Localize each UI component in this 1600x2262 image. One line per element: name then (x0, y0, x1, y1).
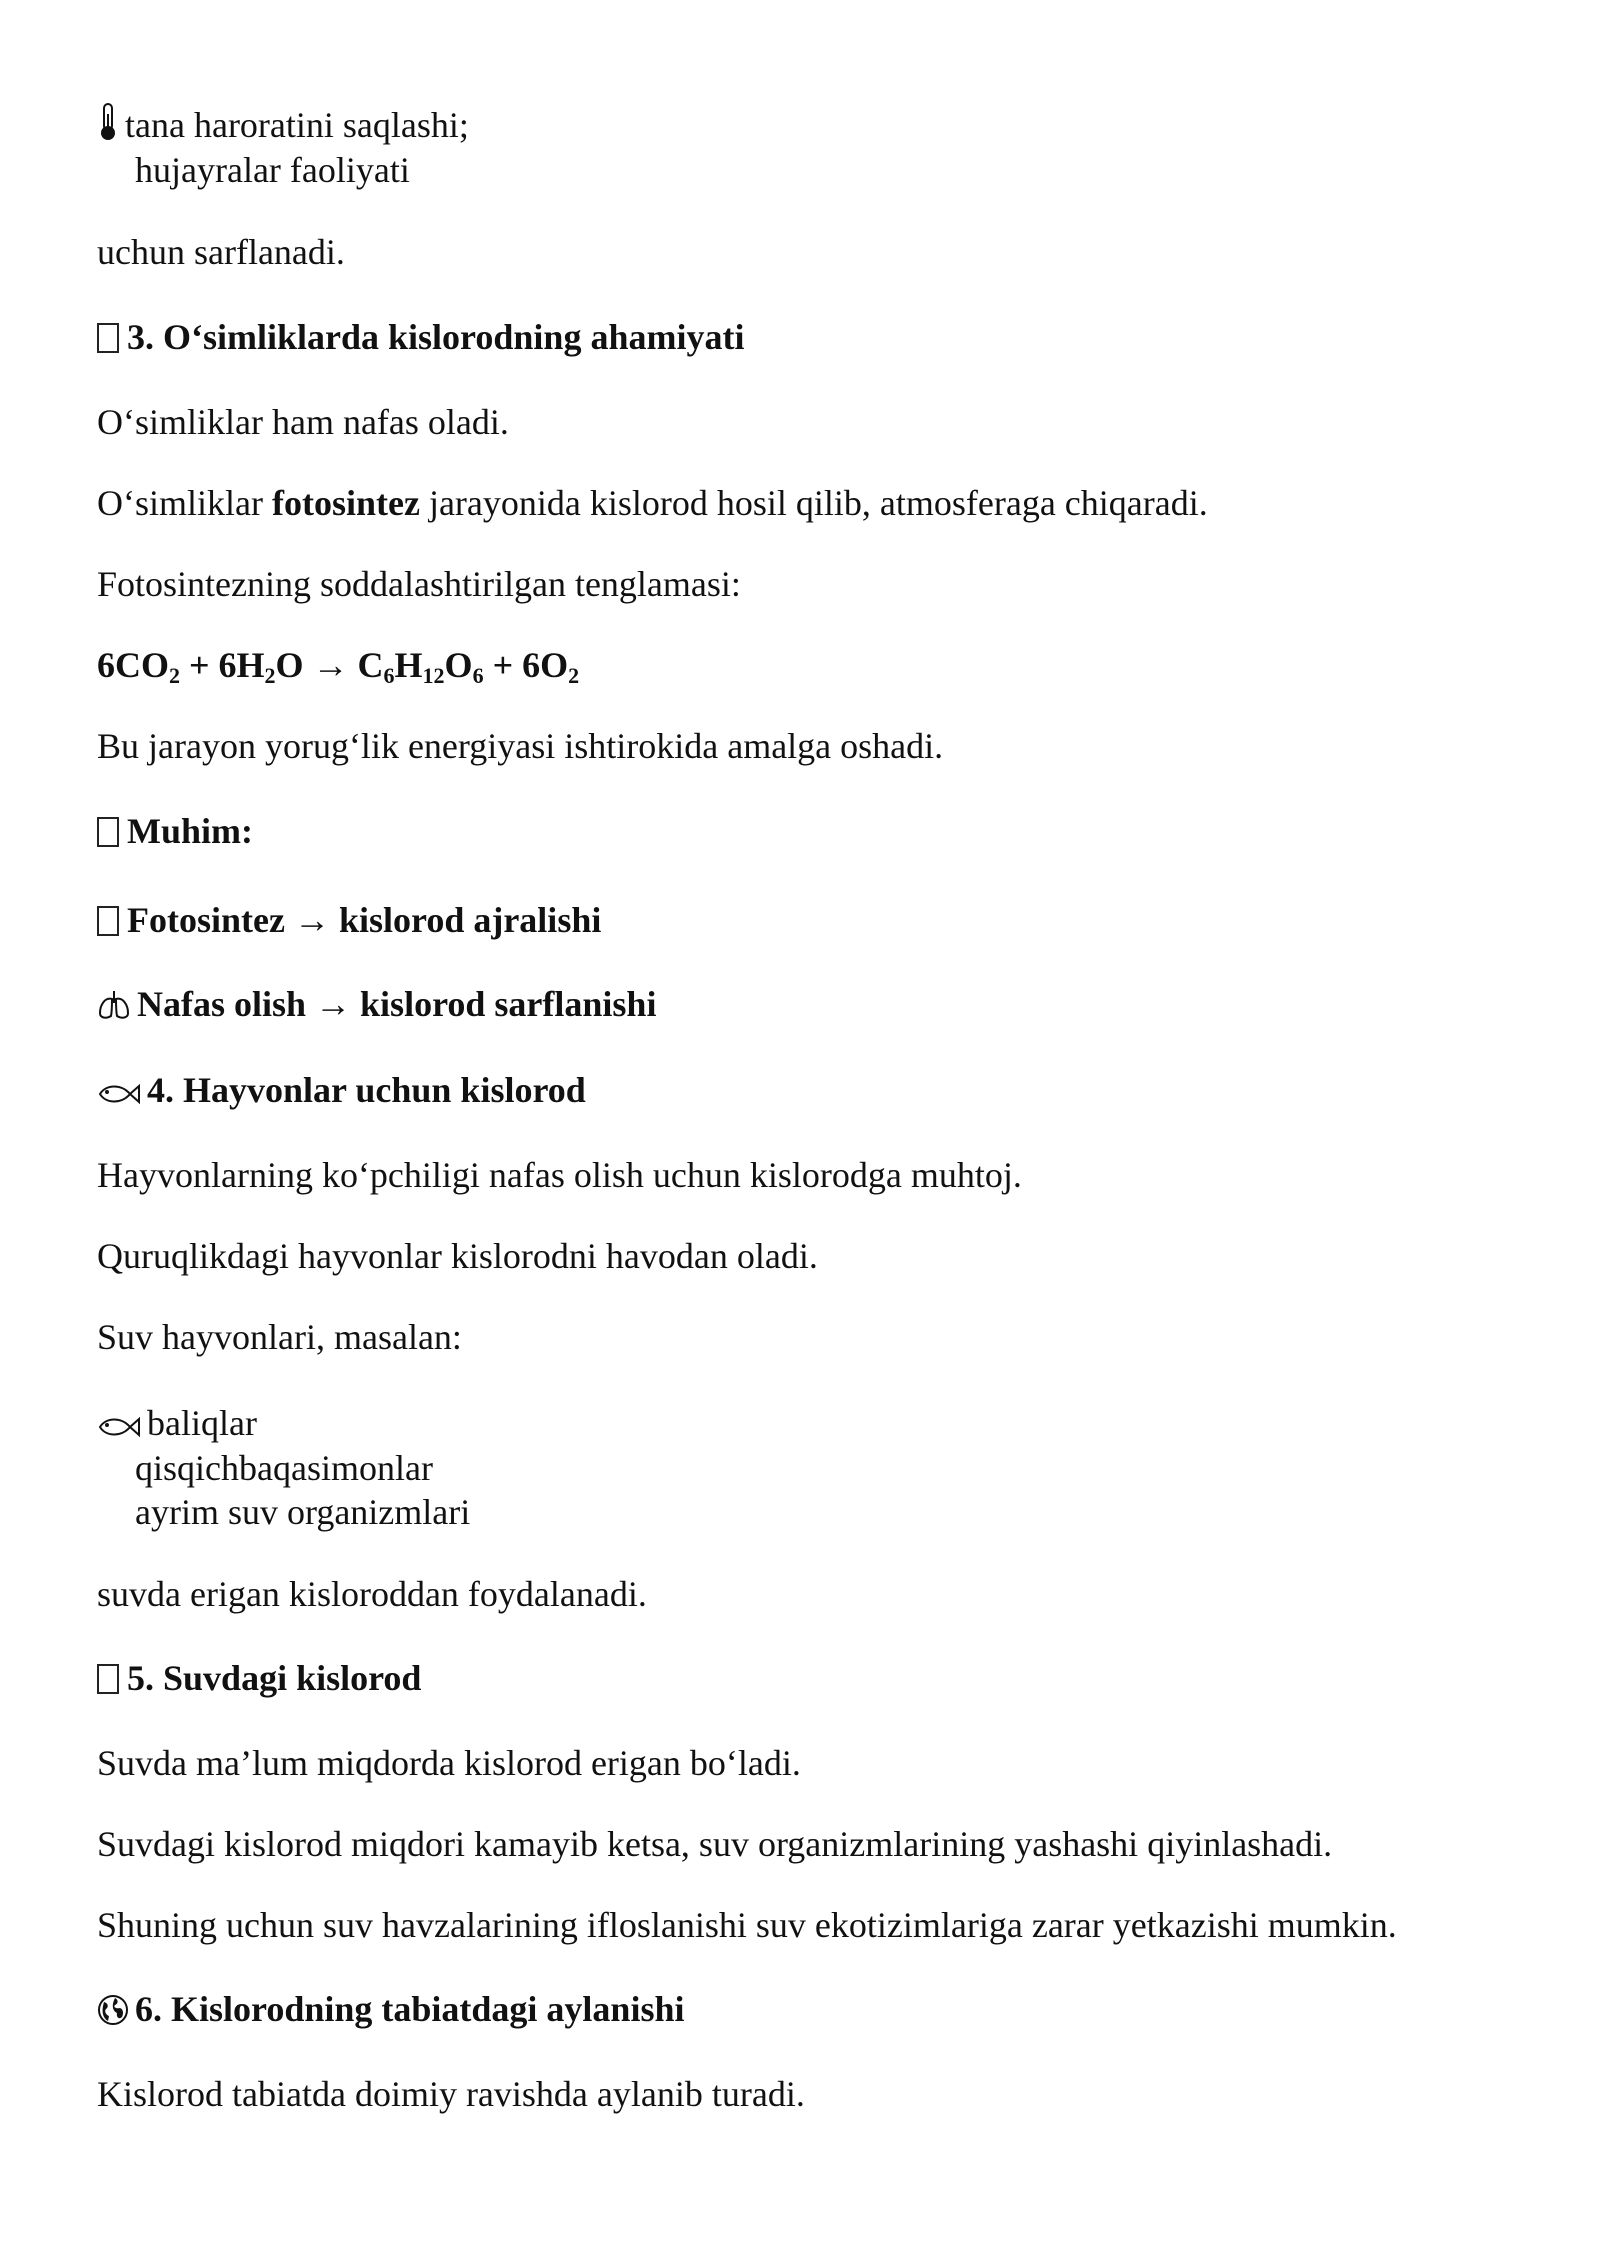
paragraph: Bu jarayon yorug‘lik energiyasi ishtirokida amalga oshadi. (97, 726, 944, 766)
important-item-respiration: Nafas olish → kislorod sarflanishi (97, 982, 656, 1026)
missing-glyph-icon (97, 906, 119, 936)
important-item-photosynthesis: Fotosintez → kislorod ajralishi (97, 898, 601, 942)
missing-glyph-icon (97, 323, 119, 353)
paragraph: Suvdagi kislorod miqdori kamayib ketsa, suv organizmlarining yashashi qiyinlashadi. (97, 1824, 1333, 1864)
list-item-organisms: ayrim suv organizmlari (135, 1492, 471, 1532)
paragraph: O‘simliklar ham nafas oladi. (97, 402, 509, 442)
section-heading-5: 5. Suvdagi kislorod (97, 1656, 421, 1700)
list-item-body-temperature (97, 102, 469, 147)
paragraph: Suv hayvonlari, masalan: (97, 1317, 462, 1357)
thermometer-icon (97, 102, 119, 142)
paragraph: Shuning uchun suv havzalarining ifloslanishi suv ekotizimlariga zarar yetkazishi mumkin. (97, 1905, 1397, 1945)
lungs-icon (97, 989, 131, 1021)
list-item-crustaceans: qisqichbaqasimonlar (135, 1448, 433, 1488)
section-heading-6: 6. Kislorodning tabiatdagi aylanishi (97, 1987, 685, 2031)
paragraph: Hayvonlarning ko‘pchiligi nafas olish uchun kislorodga muhtoj. (97, 1155, 1022, 1195)
section-heading-4: 4. Hayvonlar uchun kislorod (97, 1068, 586, 1112)
paragraph: Kislorod tabiatda doimiy ravishda aylanib turadi. (97, 2074, 805, 2114)
list-item-text: tana haroratini saqlashi; (125, 105, 469, 145)
important-label: Muhim: (97, 809, 253, 853)
paragraph: Fotosintezning soddalashtirilgan tenglamasi: (97, 564, 741, 604)
paragraph: Quruqlikdagi hayvonlar kislorodni havodan oladi. (97, 1236, 818, 1276)
fish-icon (97, 1414, 141, 1440)
globe-icon (97, 1994, 129, 2026)
paragraph: Suvda ma’lum miqdorda kislorod erigan bo‘ladi. (97, 1743, 801, 1783)
section-heading-3: 3. O‘simliklarda kislorodning ahamiyati (97, 315, 744, 359)
fish-icon (97, 1081, 141, 1107)
photosynthesis-equation: $6CO_2 + 6H_2O \to C_6H_{12}O_6 + 6O_2$ (97, 645, 580, 688)
missing-glyph-icon (97, 817, 119, 847)
paragraph: uchun sarflanadi. (97, 232, 345, 272)
paragraph-photosynthesis: O‘simliklar fotosintez jarayonida kislorod hosil qilib, atmosferaga chiqaradi. (97, 483, 1208, 523)
paragraph: suvda erigan kisloroddan foydalanadi. (97, 1574, 647, 1614)
list-item-fish: baliqlar (97, 1401, 257, 1445)
missing-glyph-icon (97, 1664, 119, 1694)
list-item-cell-activity: hujayralar faoliyati (135, 150, 410, 190)
